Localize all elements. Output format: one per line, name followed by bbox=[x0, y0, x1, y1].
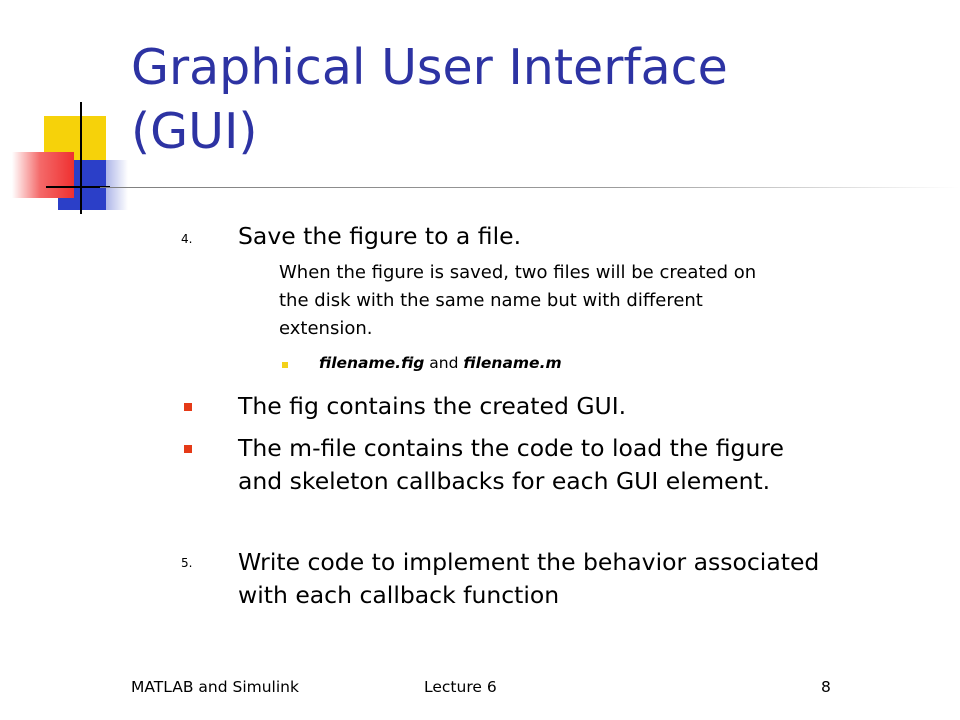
decorative-red-bar bbox=[12, 152, 74, 198]
file-name-m: filename.m bbox=[463, 354, 562, 372]
bullet-red-icon bbox=[184, 403, 192, 411]
title-rule bbox=[100, 187, 960, 188]
bullet-mfile-line-2: and skeleton callbacks for each GUI element. bbox=[238, 467, 771, 495]
footer-course-title: MATLAB and Simulink bbox=[131, 678, 299, 696]
file-names-line bbox=[319, 354, 562, 372]
step-4-detail-line-3: extension. bbox=[279, 318, 373, 339]
file-name-fig: filename.fig bbox=[319, 354, 425, 372]
bullet-mfile-line-1: The m-file contains the code to load the figure bbox=[238, 434, 784, 462]
decorative-blue-fade bbox=[106, 160, 128, 210]
step-4-detail-line-2: the disk with the same name but with different bbox=[279, 290, 703, 311]
slide-title bbox=[131, 36, 931, 164]
bullet-red-icon bbox=[184, 445, 192, 453]
step-5-number: 5. bbox=[181, 556, 193, 570]
footer-lecture: Lecture 6 bbox=[424, 678, 497, 696]
bullet-yellow-icon bbox=[282, 362, 288, 368]
step-5-line-1: Write code to implement the behavior associated bbox=[238, 548, 820, 576]
step-4-text: Save the figure to a file. bbox=[238, 222, 522, 250]
footer-page-number: 8 bbox=[821, 678, 831, 696]
step-4-number: 4. bbox=[181, 232, 193, 246]
slide-title-line-1: Graphical User Interface bbox=[131, 39, 728, 96]
decorative-vertical-line bbox=[80, 102, 82, 214]
step-4-detail-line-1: When the figure is saved, two files will be created on bbox=[279, 262, 757, 283]
bullet-fig-line-1: The fig contains the created GUI. bbox=[238, 392, 627, 420]
file-names-conjunction: and bbox=[424, 354, 464, 372]
slide-title-line-2: (GUI) bbox=[131, 103, 258, 160]
step-5-line-2: with each callback function bbox=[238, 581, 560, 609]
